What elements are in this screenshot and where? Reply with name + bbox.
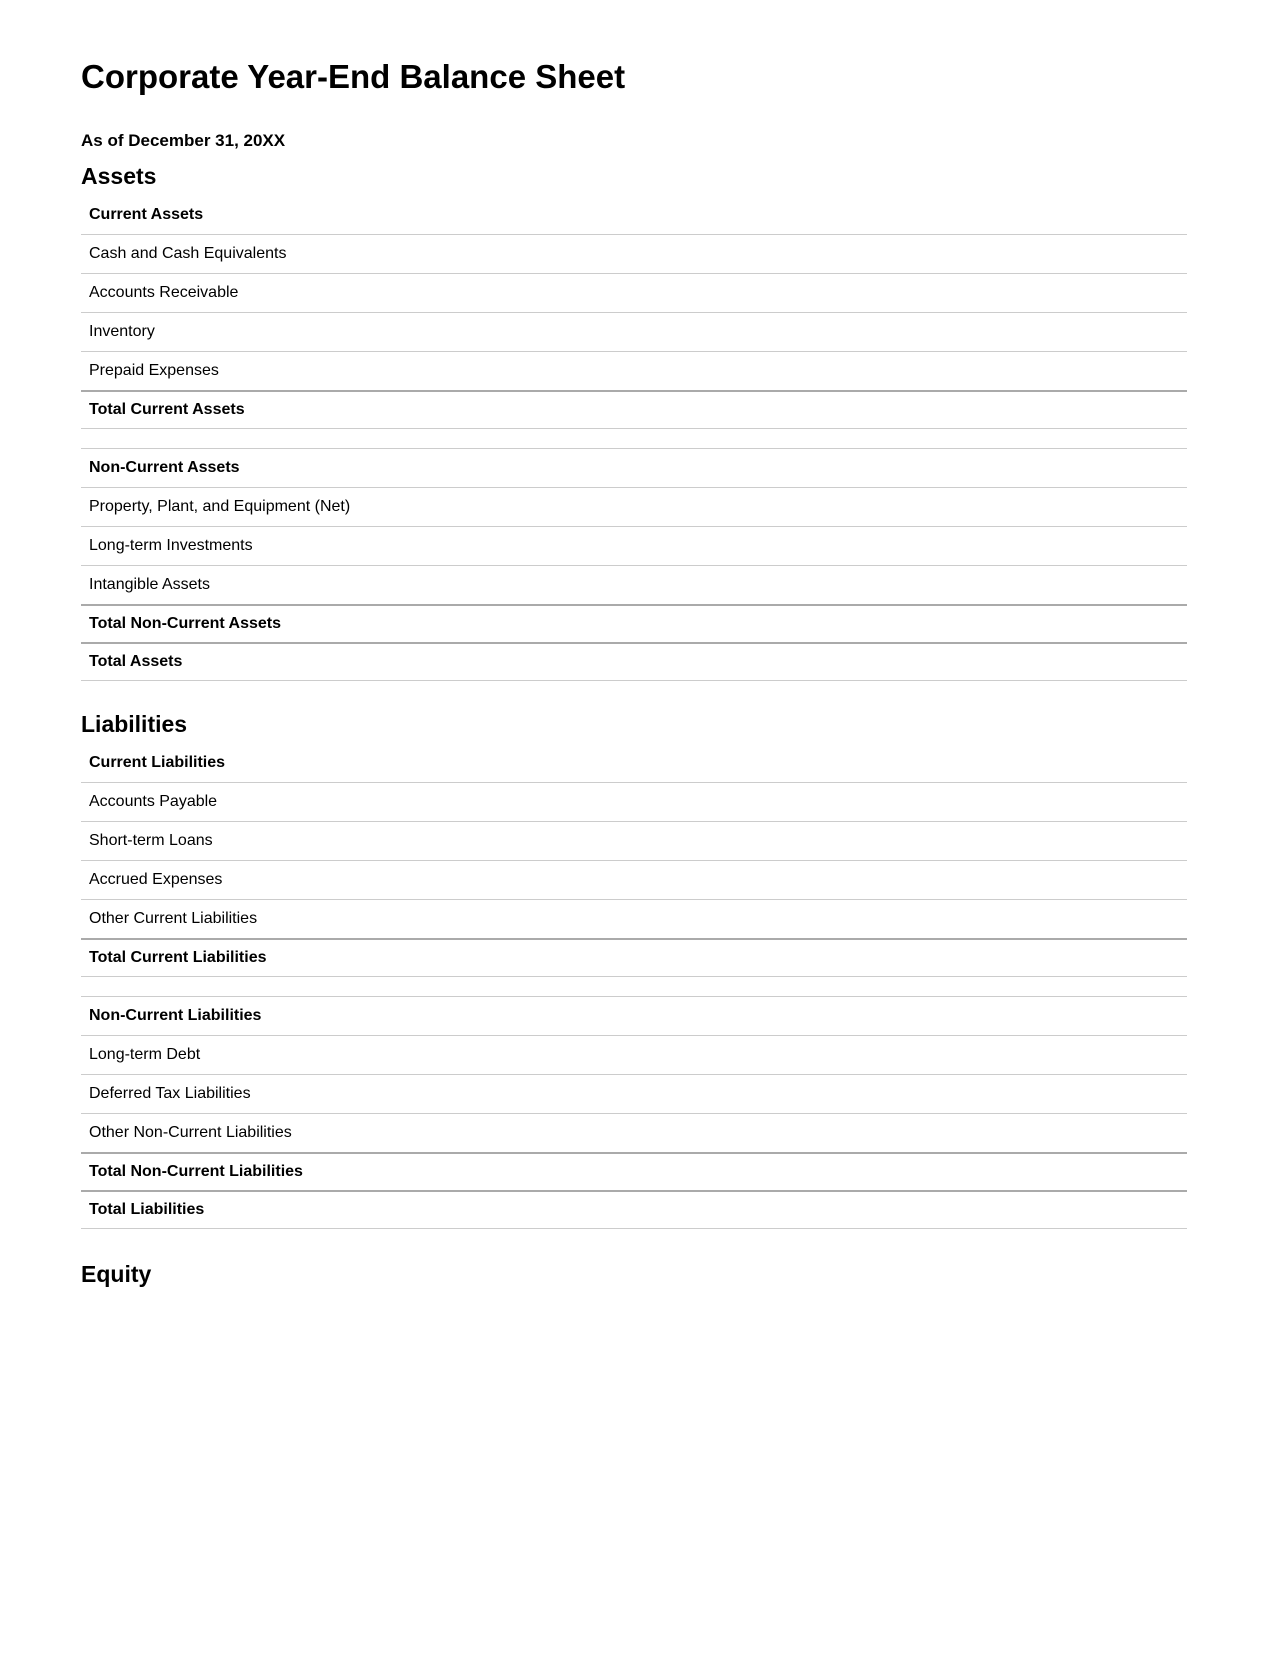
table-row [81, 352, 1187, 392]
spacer-row [81, 429, 1187, 449]
table-row [81, 997, 1187, 1036]
line-item: Accrued Expenses [81, 861, 1187, 900]
non-current-liabilities-header: Non-Current Liabilities [81, 997, 1187, 1036]
table-row [81, 1191, 1187, 1229]
line-item: Intangible Assets [81, 566, 1187, 606]
line-item: Other Non-Current Liabilities [81, 1114, 1187, 1154]
line-item: Short-term Loans [81, 822, 1187, 861]
table-row [81, 939, 1187, 977]
total-current-liabilities: Total Current Liabilities [81, 939, 1187, 977]
total-assets: Total Assets [81, 643, 1187, 681]
table-row [81, 822, 1187, 861]
table-row [81, 274, 1187, 313]
line-item: Prepaid Expenses [81, 352, 1187, 392]
table-row [81, 488, 1187, 527]
spacer-cell [81, 977, 1187, 997]
table-row [81, 783, 1187, 822]
total-current-assets: Total Current Assets [81, 391, 1187, 429]
page-title: Corporate Year-End Balance Sheet [81, 58, 626, 95]
table-row [81, 449, 1187, 488]
table-row [81, 235, 1187, 274]
line-item: Cash and Cash Equivalents [81, 235, 1187, 274]
non-current-assets-header: Non-Current Assets [81, 449, 1187, 488]
current-liabilities-header: Current Liabilities [81, 744, 1187, 783]
liabilities-heading: Liabilities [81, 711, 188, 737]
line-item: Deferred Tax Liabilities [81, 1075, 1187, 1114]
table-row [81, 527, 1187, 566]
table-row [81, 1036, 1187, 1075]
line-item: Long-term Debt [81, 1036, 1187, 1075]
table-row [81, 1114, 1187, 1154]
total-non-current-liabilities: Total Non-Current Liabilities [81, 1153, 1187, 1191]
line-item: Long-term Investments [81, 527, 1187, 566]
table-row [81, 605, 1187, 643]
table-row [81, 1153, 1187, 1191]
table-row [81, 861, 1187, 900]
spacer-cell [81, 429, 1187, 449]
total-non-current-assets: Total Non-Current Assets [81, 605, 1187, 643]
table-row [81, 391, 1187, 429]
equity-heading: Equity [81, 1261, 152, 1287]
line-item: Other Current Liabilities [81, 900, 1187, 940]
table-row [81, 900, 1187, 940]
line-item: Inventory [81, 313, 1187, 352]
report-date: As of December 31, 20XX [81, 131, 286, 150]
assets-table [81, 196, 1187, 681]
table-row [81, 744, 1187, 783]
table-row [81, 566, 1187, 606]
table-row [81, 313, 1187, 352]
spacer-row [81, 977, 1187, 997]
line-item: Accounts Payable [81, 783, 1187, 822]
table-row [81, 643, 1187, 681]
line-item: Property, Plant, and Equipment (Net) [81, 488, 1187, 527]
total-liabilities: Total Liabilities [81, 1191, 1187, 1229]
liabilities-table [81, 744, 1187, 1229]
table-row [81, 196, 1187, 235]
table-row [81, 1075, 1187, 1114]
current-assets-header: Current Assets [81, 196, 1187, 235]
assets-heading: Assets [81, 163, 157, 189]
line-item: Accounts Receivable [81, 274, 1187, 313]
